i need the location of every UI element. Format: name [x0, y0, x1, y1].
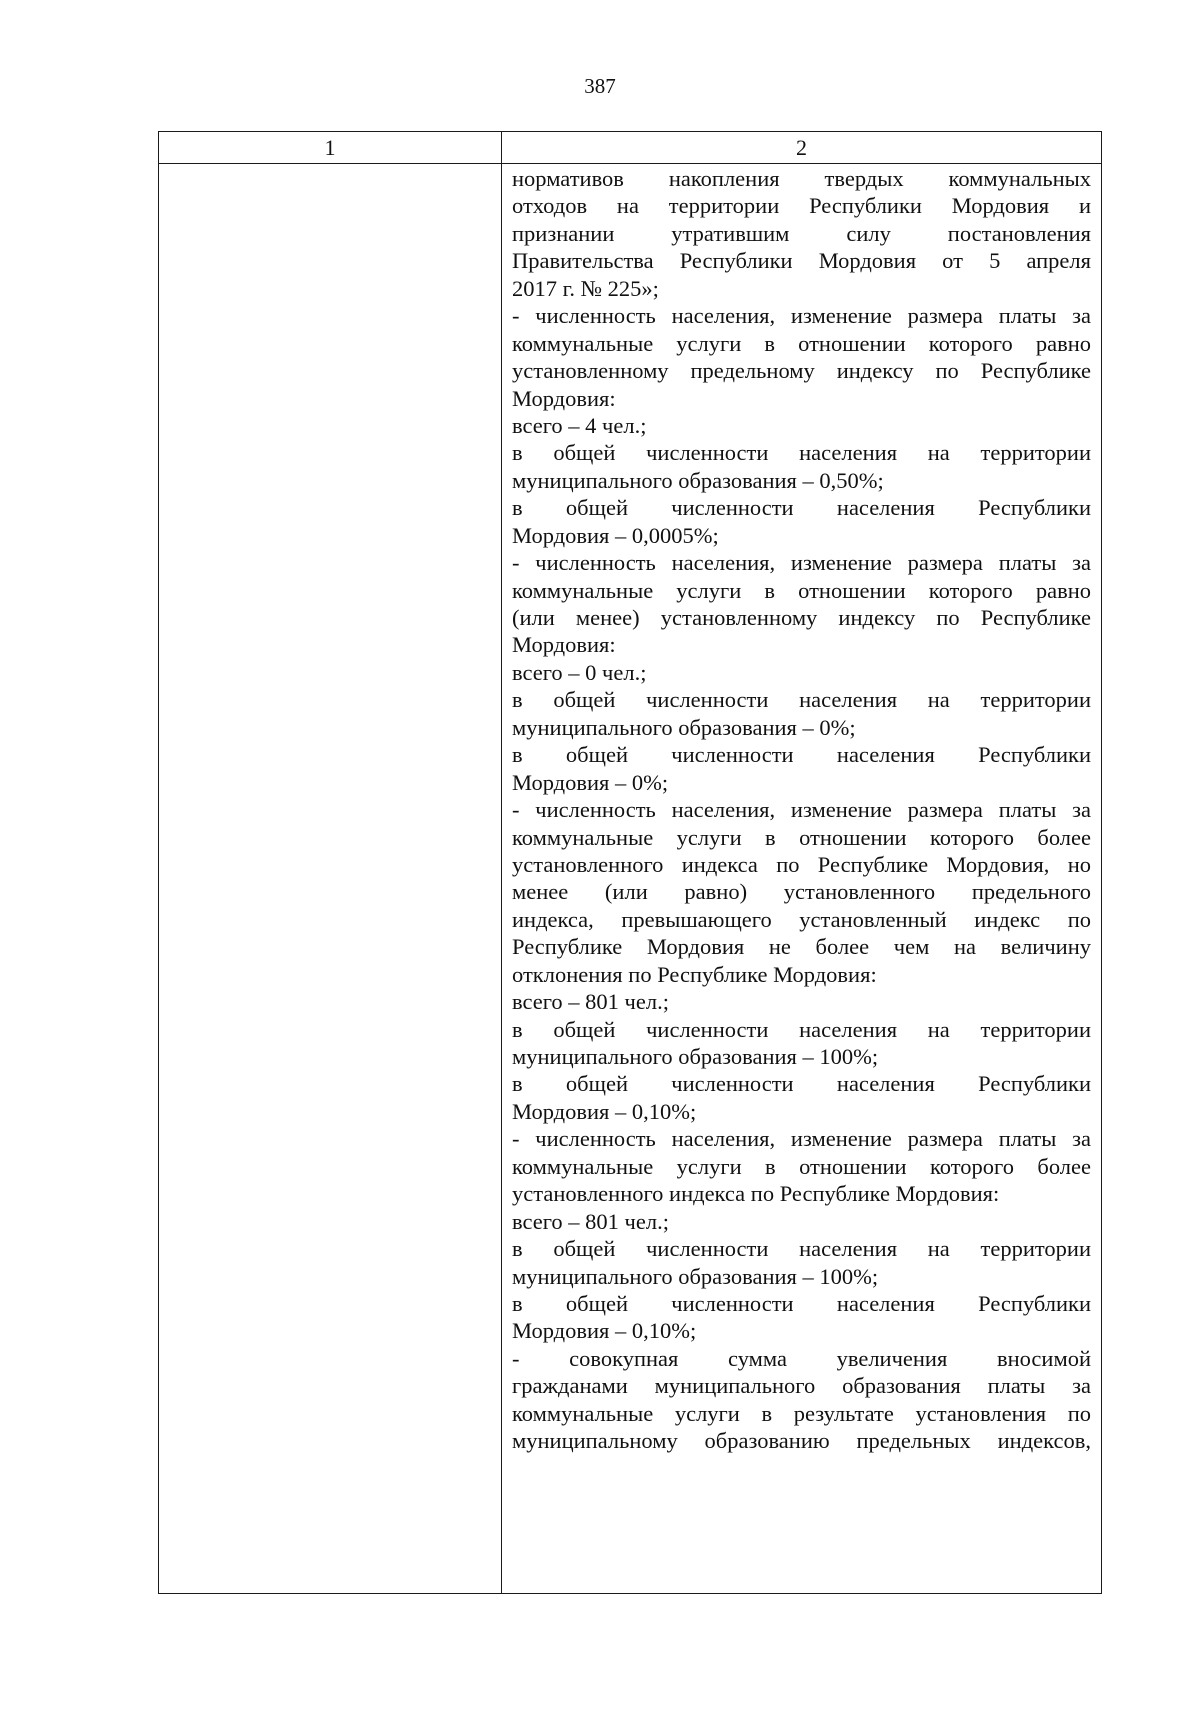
column-2-text-block — [512, 164, 1091, 1455]
text-line: в общей численности населения Республики — [512, 1290, 1091, 1316]
text-line: Правительства Республики Мордовия от 5 апреля — [512, 248, 1091, 274]
column-1-header: 1 — [159, 132, 502, 164]
text-line: в общей численности населения на территории — [512, 1016, 1091, 1042]
text-line: в общей численности населения Республики — [512, 742, 1091, 768]
text-line: установленному предельному индексу по Республике — [512, 358, 1091, 384]
text-line: муниципального образования – 100%; — [512, 1044, 879, 1069]
text-line: признании утратившим силу постановления — [512, 220, 1091, 246]
text-line: всего – 801 чел.; — [512, 989, 669, 1015]
text-line: Мордовия: — [512, 632, 616, 658]
text-line: (или менее) установленному индексу по Республике — [512, 605, 1091, 630]
column-2-header: 2 — [502, 132, 1102, 164]
text-line: отклонения по Республике Мордовия: — [512, 961, 877, 987]
text-line: всего – 4 чел.; — [512, 412, 647, 438]
text-line: - совокупная сумма увеличения вносимой — [512, 1345, 1091, 1371]
text-line: коммунальные услуги в отношении которого более — [512, 824, 1091, 850]
text-line: коммунальные услуги в результате установления по — [512, 1400, 1091, 1426]
page-number: 387 — [584, 74, 616, 98]
text-line: в общей численности населения на территории — [512, 1236, 1091, 1262]
table-body-row — [159, 164, 1102, 1594]
text-line: менее (или равно) установленного предельного — [512, 879, 1091, 905]
text-line: Мордовия: — [512, 385, 616, 411]
text-line: индекса, превышающего установленный индекс по — [512, 906, 1091, 932]
column-2-cell — [502, 164, 1102, 1594]
text-line: в общей численности населения Республики — [512, 495, 1091, 521]
text-line: в общей численности населения Республики — [512, 1071, 1091, 1097]
text-line: установленного индекса по Республике Мордовия: — [512, 1181, 1000, 1207]
text-line: 2017 г. № 225»; — [512, 275, 659, 301]
text-line: - численность населения, изменение размера платы за — [512, 1126, 1091, 1152]
text-line: коммунальные услуги в отношении которого равно — [512, 577, 1091, 603]
text-line: гражданами муниципального образования платы за — [512, 1373, 1091, 1399]
text-line: всего – 801 чел.; — [512, 1208, 669, 1234]
text-line: Республике Мордовия не более чем на величину — [512, 934, 1091, 960]
text-line: всего – 0 чел.; — [512, 659, 647, 685]
text-line: в общей численности населения на территории — [512, 440, 1091, 466]
text-line: установленного индекса по Республике Мордовия, но — [512, 851, 1091, 877]
text-line: - численность населения, изменение размера платы за — [512, 303, 1091, 329]
text-line: муниципальному образованию предельных индексов, — [512, 1428, 1091, 1454]
text-line: Мордовия – 0,10%; — [512, 1098, 697, 1124]
text-line: муниципального образования – 0%; — [512, 714, 856, 740]
text-line: муниципального образования – 0,50%; — [512, 467, 884, 493]
table-header-row — [159, 132, 1102, 164]
text-line: в общей численности населения на территории — [512, 687, 1091, 713]
text-line: Мордовия – 0,10%; — [512, 1318, 697, 1344]
text-line: Мордовия – 0,0005%; — [512, 522, 719, 548]
text-line: коммунальные услуги в отношении которого более — [512, 1153, 1091, 1179]
text-line: отходов на территории Республики Мордовия и — [512, 193, 1091, 219]
document-table — [158, 131, 1102, 1594]
column-1-cell — [159, 164, 502, 1594]
text-line: - численность населения, изменение размера платы за — [512, 797, 1091, 823]
text-line: Мордовия – 0%; — [512, 769, 669, 795]
text-line: коммунальные услуги в отношении которого равно — [512, 330, 1091, 356]
text-line: нормативов накопления твердых коммунальных — [512, 166, 1091, 191]
text-line: - численность населения, изменение размера платы за — [512, 550, 1091, 576]
text-line: муниципального образования – 100%; — [512, 1263, 879, 1289]
